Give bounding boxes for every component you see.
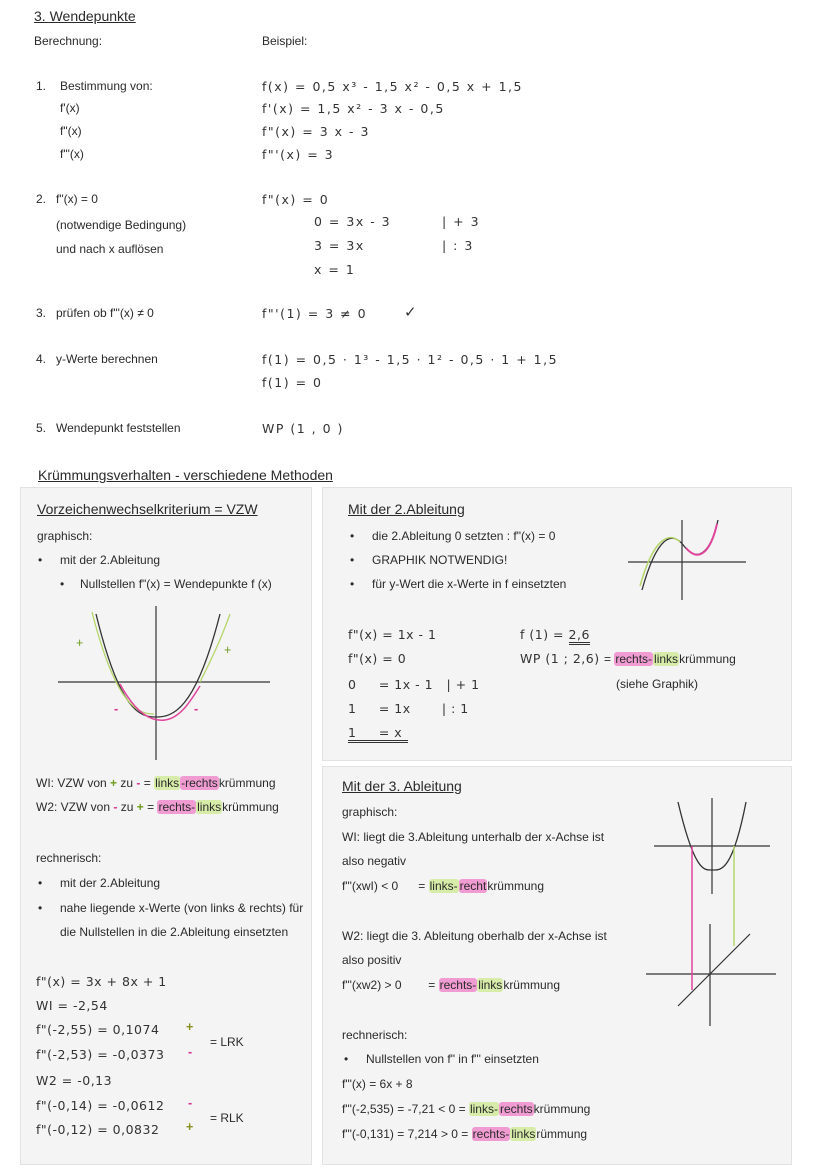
abl2-e5: 1 = x [348, 725, 408, 743]
vzw-eq3: f"(-2,55) = 0,1074 [36, 1022, 160, 1037]
vzw-calc-b2: nahe liegende x-Werte (von links & rechts) für [60, 901, 304, 915]
bullet-icon: • [38, 876, 43, 890]
step-5-text: Wendepunkt feststellen [56, 421, 181, 435]
abl3-graph [640, 794, 786, 1030]
step-1-num: 1. [36, 79, 47, 93]
section-title: 3. Wendepunkte [34, 8, 136, 24]
abl2-r3: (siehe Graphik) [616, 677, 699, 691]
vzw-eq5: W2 = -0,13 [36, 1073, 113, 1088]
vzw-graph [50, 602, 280, 762]
abl2-b2: GRAPHIK NOTWENDIG! [372, 553, 508, 567]
bullet-icon: • [38, 901, 43, 915]
step-1-sub-1: f'(x) [60, 101, 80, 115]
example-f2: f"(x) = 3 x - 3 [262, 124, 370, 139]
vzw-eq1: f"(x) = 3x + 8x + 1 [36, 974, 167, 989]
abl2-r1: f (1) = 2,6 [520, 627, 590, 642]
step-2-sub-1: (notwendige Bedingung) [56, 218, 187, 232]
abl2-e4: 1 = 1x | : 1 [348, 701, 469, 716]
abl2-e3: 0 = 1x - 1 | + 1 [348, 677, 480, 692]
abl2-b3: für y-Wert die x-Werte in f einsetzten [372, 577, 567, 591]
bullet-icon: • [350, 577, 355, 591]
abl2-title: Mit der 2.Ableitung [348, 501, 465, 517]
bullet-icon: • [350, 553, 355, 567]
vzw-eq3-sign: + [186, 1020, 194, 1034]
green-curve [92, 612, 154, 714]
example-s5: WP (1 , 0 ) [262, 421, 344, 436]
vzw-w1: WI: VZW von + zu - = links -rechtskrümmung [36, 776, 276, 790]
abl3-w2c: f"'(xw2) > 0 = rechts- linkskrümmung [342, 978, 560, 992]
col-left-label: Berechnung: [34, 34, 103, 48]
example-s4b: f(1) = 0 [262, 375, 323, 390]
step-4-num: 4. [36, 352, 47, 366]
example-s2a: f"(x) = 0 [262, 192, 330, 207]
vzw-calc-b1: mit der 2.Ableitung [60, 876, 161, 890]
bullet-icon: • [60, 577, 65, 591]
abl3-c1: f"'(x) = 6x + 8 [342, 1077, 413, 1091]
vzw-calc-b2b: die Nullstellen in die 2.Ableitung einsetzten [60, 925, 289, 939]
abl3-w1b: also negativ [342, 854, 407, 868]
linear-line [678, 934, 750, 1006]
abl3-c3: f"'(-0,131) = 7,214 > 0 = rechts- linksrümmung [342, 1127, 588, 1141]
step-1-sub-2: f"(x) [60, 124, 82, 138]
abl2-b1: die 2.Ableitung 0 setzten : f"(x) = 0 [372, 529, 556, 543]
abl3-title: Mit der 3. Ableitung [342, 778, 462, 794]
abl2-graph [622, 516, 752, 602]
vzw-graph-plus: + [76, 636, 84, 650]
vzw-bullet-2: Nullstellen f"(x) = Wendepunkte f (x) [80, 577, 272, 591]
step-4-text: y-Werte berechnen [56, 352, 158, 366]
example-s2b: 0 = 3x - 3 [314, 214, 392, 229]
vzw-graph-plus: + [224, 643, 232, 657]
abl3-graph-label: graphisch: [342, 805, 398, 819]
step-3-text: prüfen ob f"'(x) ≠ 0 [56, 306, 154, 320]
step-1-sub-3: f"'(x) [60, 147, 84, 161]
cubic-curve [642, 520, 718, 590]
abl3-calc-label: rechnerisch: [342, 1028, 408, 1042]
example-s3: f"'(1) = 3 ≠ 0 [262, 306, 368, 321]
step-3-num: 3. [36, 306, 47, 320]
check-icon: ✓ [404, 303, 419, 321]
abl2-r2: WP (1 ; 2,6) [520, 651, 600, 666]
pink-curve [686, 524, 717, 555]
abl2-r2-result: = rechts- linkskrümmung [604, 652, 736, 666]
abl3-calc-b: Nullstellen von f" in f"' einsetzten [366, 1052, 539, 1066]
step-5-num: 5. [36, 421, 47, 435]
example-s2c-op: | : 3 [442, 238, 474, 253]
abl2-e2: f"(x) = 0 [348, 651, 407, 666]
vzw-graph-minus: - [114, 702, 119, 716]
vzw-title: Vorzeichenwechselkriterium = VZW [37, 501, 258, 517]
abl2-e1: f"(x) = 1x - 1 [348, 627, 437, 642]
vzw-eq4-sign: - [188, 1045, 193, 1059]
step-1-text: Bestimmung von: [60, 79, 153, 93]
methods-title: Krümmungsverhalten - verschiedene Methoden [38, 467, 333, 483]
example-f3: f"'(x) = 3 [262, 147, 335, 162]
vzw-bullet-1: mit der 2.Ableitung [60, 553, 161, 567]
vzw-eq7-sign: + [186, 1120, 194, 1134]
vzw-w2: W2: VZW von - zu + = rechts- linkskrümmung [36, 800, 279, 814]
vzw-graph-minus: - [194, 702, 199, 716]
example-f1: f'(x) = 1,5 x² - 3 x - 0,5 [262, 101, 445, 116]
bullet-icon: • [38, 553, 43, 567]
abl3-w1a: WI: liegt die 3.Ableitung unterhalb der x-Achse ist [342, 830, 605, 844]
example-s2c: 3 = 3x [314, 238, 365, 253]
vzw-rlk: = RLK [210, 1111, 244, 1125]
abl3-c2: f"'(-2,535) = -7,21 < 0 = links- rechtskrümmung [342, 1102, 591, 1116]
bullet-icon: • [344, 1052, 349, 1066]
step-2-sub-2: und nach x auflösen [56, 242, 164, 256]
bullet-icon: • [350, 529, 355, 543]
vzw-eq6-sign: - [188, 1096, 193, 1110]
col-right-label: Beispiel: [262, 34, 308, 48]
example-s4a: f(1) = 0,5 · 1³ - 1,5 · 1² - 0,5 · 1 + 1,5 [262, 352, 559, 367]
vzw-graph-label: graphisch: [37, 529, 93, 543]
abl3-w2a: W2: liegt die 3. Ableitung oberhalb der x-Achse ist [342, 929, 607, 943]
vzw-eq4: f"(-2,53) = -0,0373 [36, 1047, 165, 1062]
vzw-eq2: WI = -2,54 [36, 998, 108, 1013]
pink-curve [120, 684, 200, 720]
step-2-text: f"(x) = 0 [56, 192, 98, 206]
example-f: f(x) = 0,5 x³ - 1,5 x² - 0,5 x + 1,5 [262, 79, 523, 94]
vzw-lrk: = LRK [210, 1035, 244, 1049]
example-s2d: x = 1 [314, 262, 356, 277]
example-s2b-op: | + 3 [442, 214, 481, 229]
abl3-w2b: also positiv [342, 953, 402, 967]
step-2-num: 2. [36, 192, 47, 206]
vzw-calc-label: rechnerisch: [36, 851, 102, 865]
abl3-w1c: f"'(xwI) < 0 = links- rechtkrümmung [342, 879, 544, 893]
vzw-eq7: f"(-0,12) = 0,0832 [36, 1122, 160, 1137]
vzw-eq6: f"(-0,14) = -0,0612 [36, 1098, 165, 1113]
